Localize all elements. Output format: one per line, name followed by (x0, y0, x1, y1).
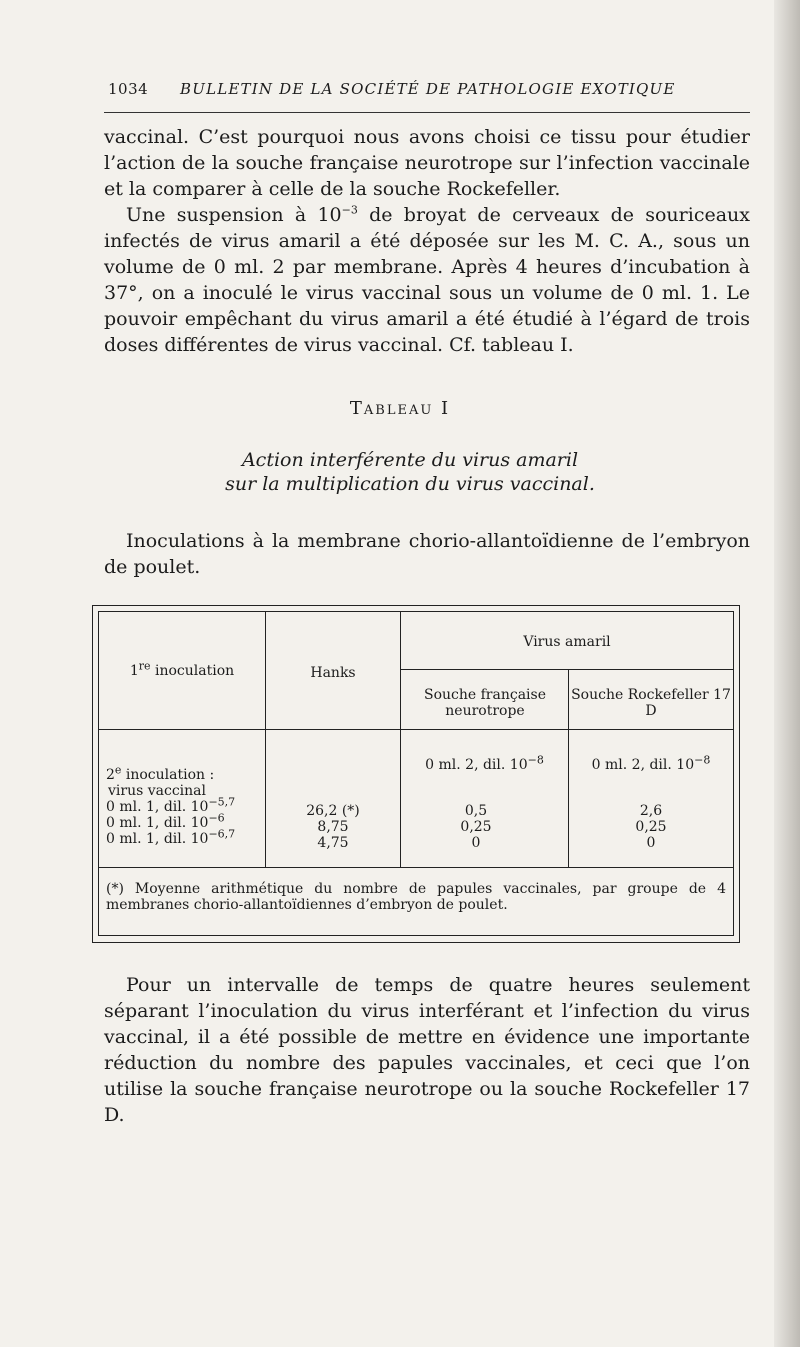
dose-francaise (401, 753, 568, 773)
paragraph-1: vaccinal. C’est pourquoi nous avons choisi ce tissu pour étudier l’action de la souche française neurotrope sur l’infection vaccinale et la comparer à celle de la souche Rockefeller. (104, 126, 750, 200)
header-souche-francaise: Souche française neurotrope (423, 687, 546, 719)
row-dose-exp: −6,7 (208, 827, 236, 841)
row-divider (98, 729, 734, 730)
table-row-dose (106, 811, 264, 831)
table-border (92, 605, 740, 606)
conclusion-paragraph: Pour un intervalle de temps de quatre heures seulement séparant l’inoculation du virus interférant et l’infection du virus vaccinal, il a été possible de mettre en évidence une importante réduction du nombre des papules vaccinales, et ceci que l’on utilise la souche française neurotrope ou la souche Rockefeller 17 D. (104, 974, 750, 1126)
dose-rock-exp: −8 (694, 753, 711, 767)
table-footnote: (*) Moyenne arithmétique du nombre de papules vaccinales, par groupe de 4 membranes chorio-allantoïdiennes d’embryon de poulet. (106, 881, 726, 913)
header-souche-rockefeller: Souche Rockefeller 17 D (571, 687, 731, 719)
table-cell-hanks: 26,2 (*) (306, 803, 360, 819)
row-dose-text: 0 ml. 1, dil. 10 (106, 815, 209, 831)
inoc2-num: 2 (106, 767, 115, 783)
table-cell-rockefeller: 0 (646, 835, 656, 851)
second-inoculation-label (106, 763, 264, 783)
table-cell-hanks: 8,75 (317, 819, 349, 835)
page-number: 1034 (108, 80, 149, 98)
table-subtitle-1: Action interférente du virus amaril (241, 449, 579, 471)
table-border (92, 605, 93, 943)
table-border (98, 611, 99, 936)
inoc-num: 1 (129, 663, 139, 679)
table-subtitle-2: sur la multiplication du virus vaccinal. (225, 473, 595, 495)
inoc-label: inoculation (150, 663, 235, 679)
data-table (92, 605, 740, 943)
table-border (98, 935, 734, 936)
exponent: −3 (341, 203, 358, 217)
table-cell-francaise: 0,5 (464, 803, 488, 819)
dose-fr-exp: −8 (527, 753, 544, 767)
table-border (733, 611, 734, 936)
dose-fr-text: 0 ml. 2, dil. 10 (425, 757, 528, 773)
row-dose-text: 0 ml. 1, dil. 10 (106, 831, 209, 847)
row-divider (400, 669, 734, 670)
paragraph-2-start: Une suspension à 10 (126, 204, 342, 226)
row-dose-exp: −5,7 (208, 795, 236, 809)
table-title: Tableau I (349, 398, 451, 419)
paragraph-2-rest: de broyat de cerveaux de souriceaux infectés de virus amaril a été déposée sur les M. C. A., sous un volume de 0 ml. 2 par membrane. Après 4 heures d’incubation à 37°, on a inoculé le virus vaccinal sous un volume de 0 ml. 1. Le pouvoir empêchant du virus amaril a été étudié à l’égard de trois doses différentes de virus vaccinal. Cf. tableau I. (104, 204, 750, 356)
page-edge-shadow (774, 0, 800, 1347)
dose-rockefeller (569, 753, 733, 773)
inoc2-sup: e (114, 763, 122, 777)
row-divider (98, 867, 734, 868)
journal-title: BULLETIN DE LA SOCIÉTÉ DE PATHOLOGIE EXOTIQUE (180, 80, 676, 98)
header-rule (104, 112, 750, 113)
header-hanks: Hanks (310, 665, 356, 681)
row-dose-exp: −6 (208, 811, 225, 825)
row-dose-text: 0 ml. 1, dil. 10 (106, 799, 209, 815)
header-virus-amaril: Virus amaril (523, 634, 611, 650)
table-row-dose (106, 827, 264, 847)
table-border (739, 605, 740, 943)
table-border (92, 942, 740, 943)
table-border (98, 611, 734, 612)
paragraph-2 (104, 202, 750, 358)
inoc-sup: re (138, 659, 151, 673)
inoc2-label: inoculation : (121, 767, 215, 783)
inoculations-paragraph: Inoculations à la membrane chorio-allantoïdienne de l’embryon de poulet. (104, 530, 750, 578)
dose-rock-text: 0 ml. 2, dil. 10 (591, 757, 695, 773)
table-cell-francaise: 0,25 (460, 819, 492, 835)
table-row-dose (106, 795, 264, 815)
header-first-inoculation (99, 659, 265, 679)
table-cell-rockefeller: 2,6 (639, 803, 663, 819)
table-cell-francaise: 0 (471, 835, 481, 851)
table-cell-hanks: 4,75 (317, 835, 349, 851)
virus-vaccinal-label: virus vaccinal (108, 783, 206, 799)
table-cell-rockefeller: 0,25 (635, 819, 667, 835)
